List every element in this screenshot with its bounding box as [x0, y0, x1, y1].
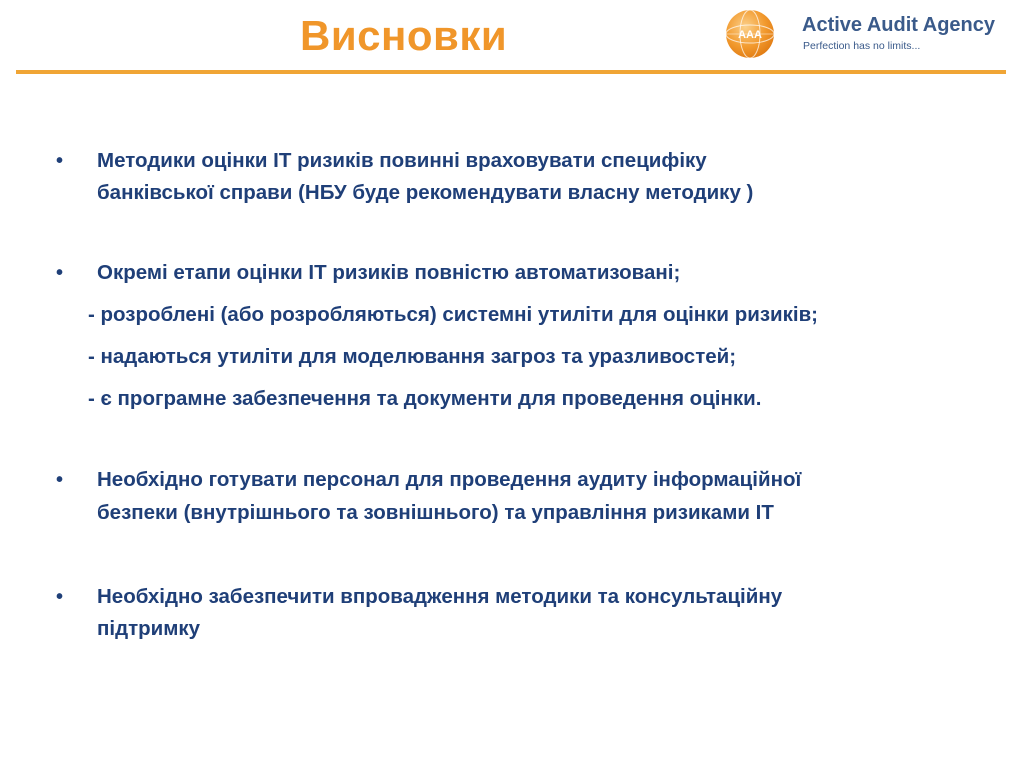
bullet-4-line-2: підтримку: [97, 617, 201, 640]
logo-tagline: Perfection has no limits...: [803, 40, 921, 52]
bullet-2-sub-3: - є програмне забезпечення та документи для проведення оцінки.: [88, 387, 762, 410]
bullet-3-line-1: Необхідно готувати персонал для проведення аудиту інформаційної: [97, 468, 802, 491]
bullet-2-sub-1: - розроблені (або розробляються) системні утиліти для оцінки ризиків;: [88, 303, 819, 326]
bullet-marker: •: [56, 586, 64, 608]
bullet-marker: •: [56, 469, 64, 491]
bullet-2-line-1: Окремі етапи оцінки ІТ ризиків повністю автоматизовані;: [97, 261, 681, 284]
bullet-4-line-1: Необхідно забезпечити впровадження методики та консультаційну: [97, 585, 783, 608]
bullet-marker: •: [56, 262, 64, 284]
bullet-marker: •: [56, 150, 64, 172]
logo-mark-text: AAA: [738, 29, 762, 41]
slide-title: Висновки: [300, 12, 508, 59]
bullet-1-line-1: Методики оцінки ІТ ризиків повинні враховувати специфіку: [97, 149, 707, 172]
bullet-3-line-2: безпеки (внутрішнього та зовнішнього) та управління ризиками ІТ: [97, 501, 774, 524]
bullet-1-line-2: банківської справи (НБУ буде рекомендувати власну методику ): [97, 181, 754, 204]
bullet-2-sub-2: - надаються утиліти для моделювання загроз та уразливостей;: [88, 345, 737, 368]
logo-company-name: Active Audit Agency: [802, 14, 995, 36]
